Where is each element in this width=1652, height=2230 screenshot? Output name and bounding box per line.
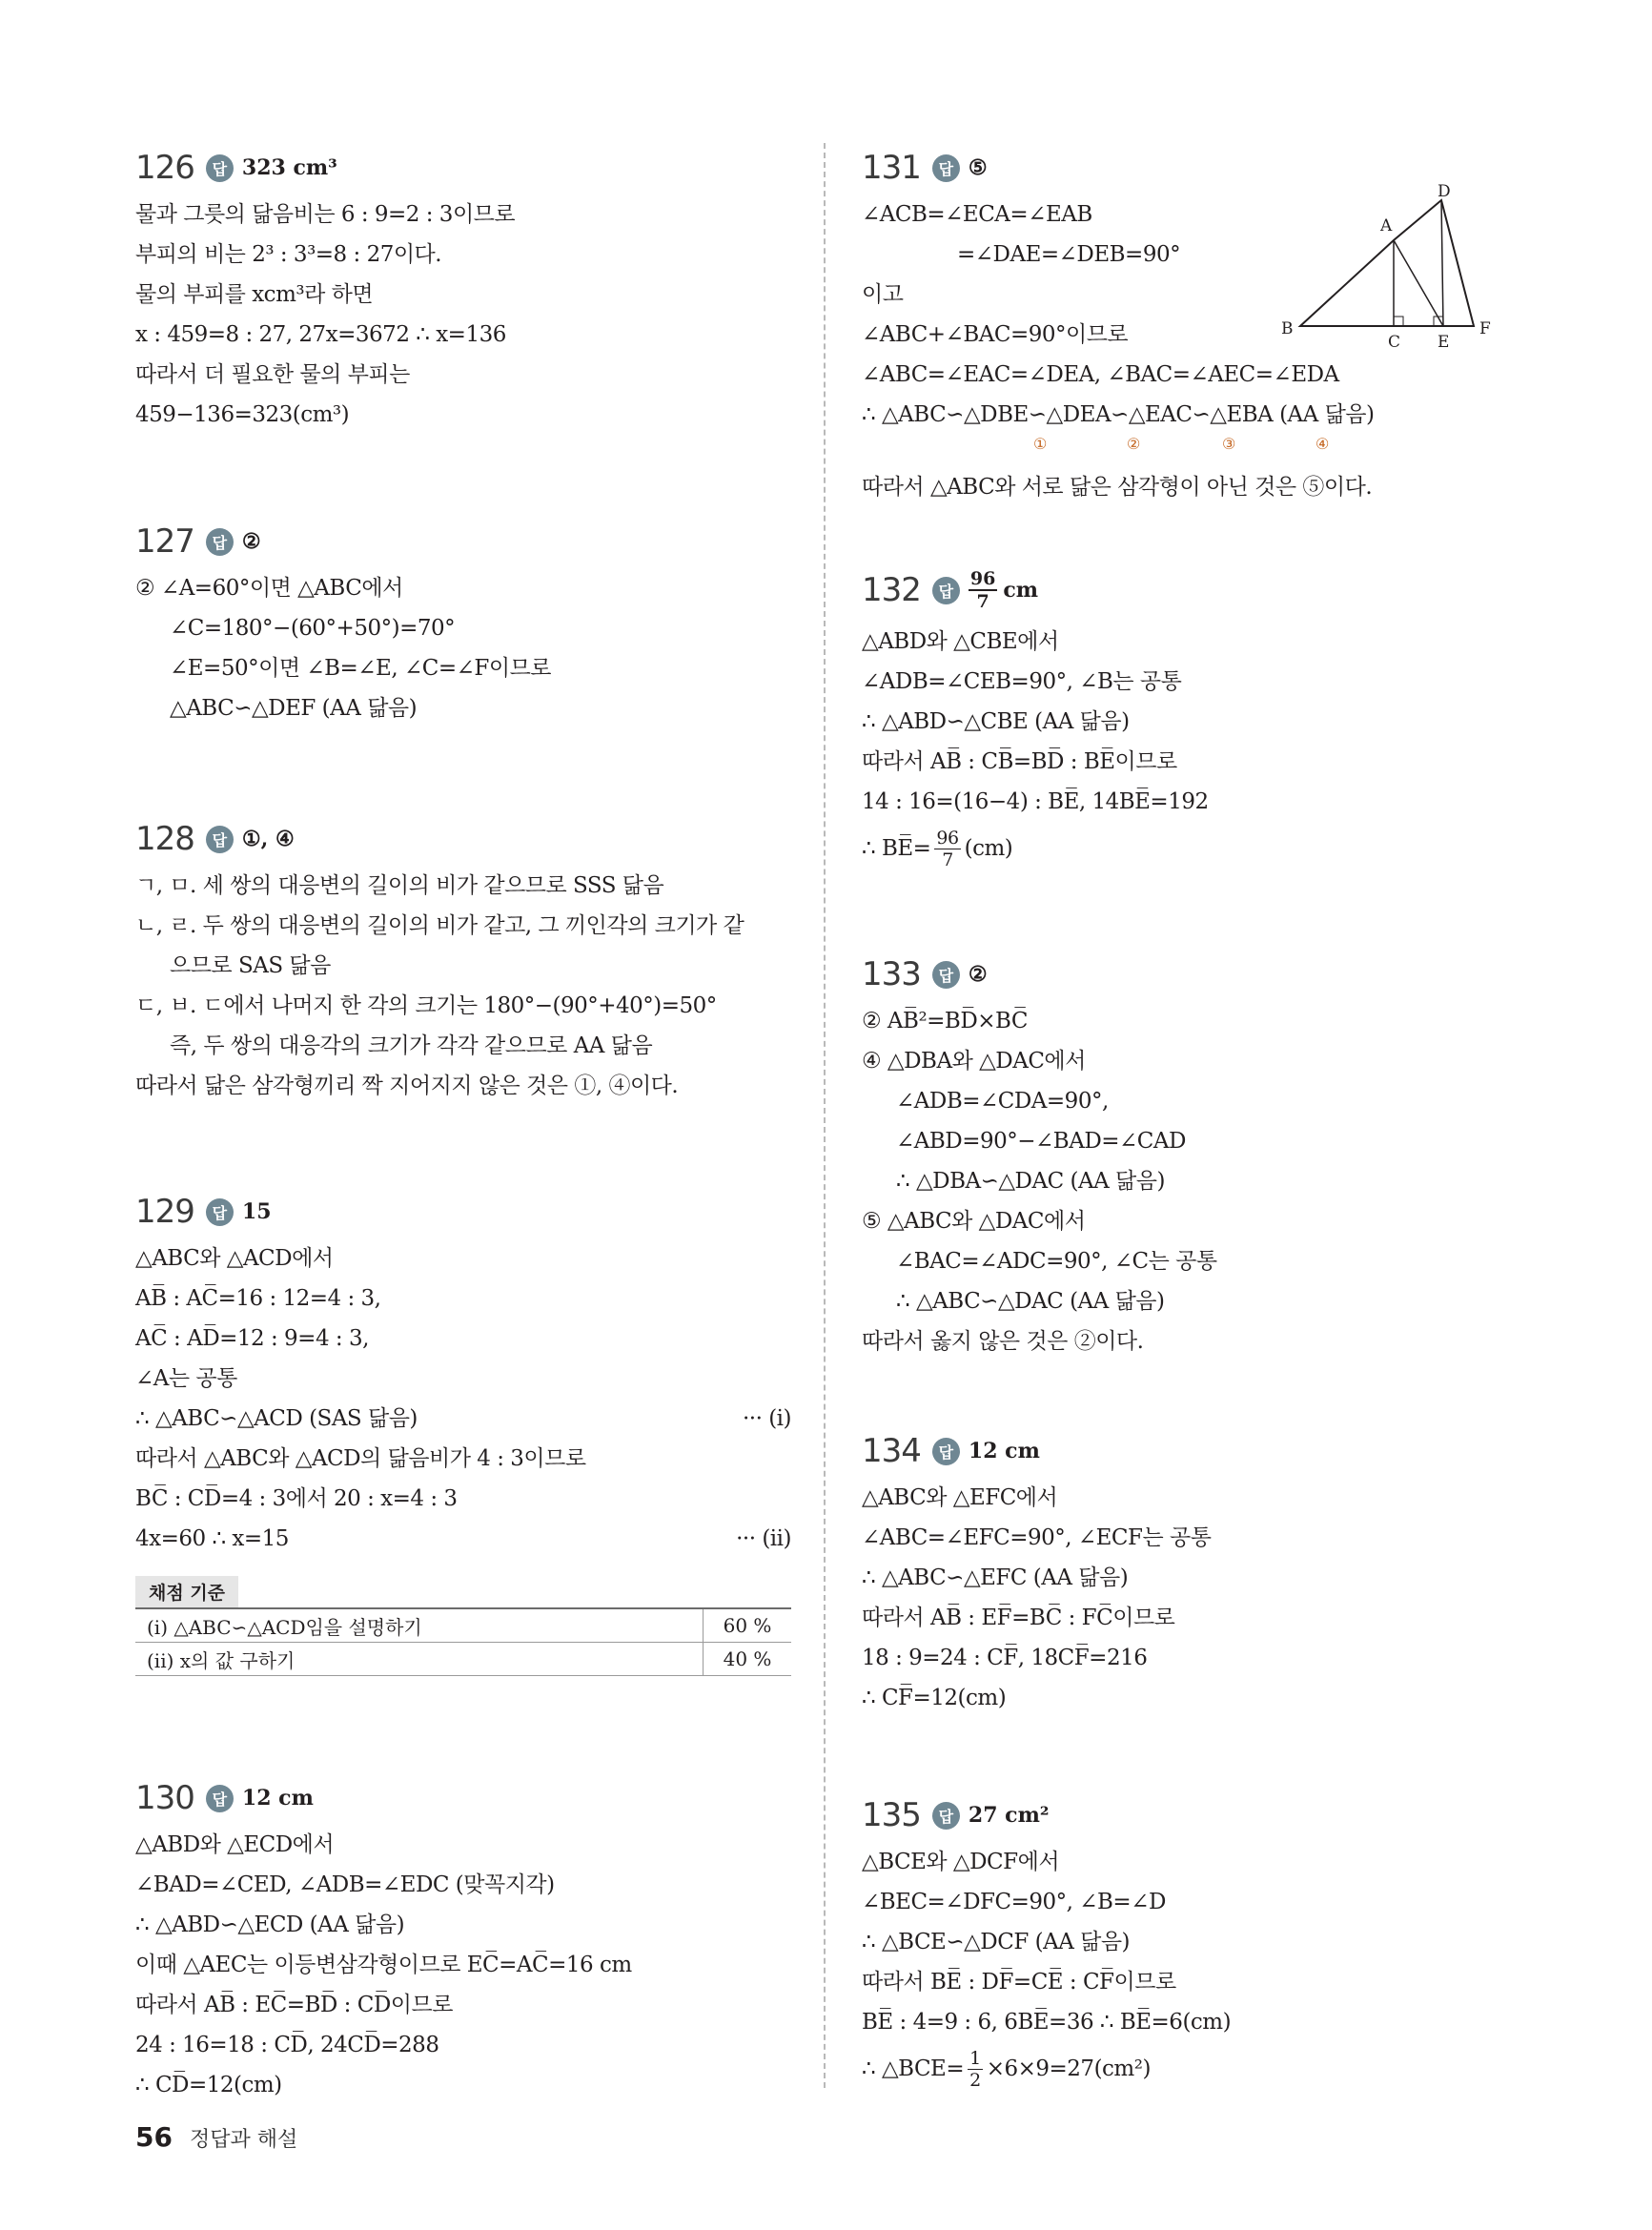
fraction-numerator: 1 [969, 2047, 981, 2069]
solution-line: ∴ △ABC∽△EFC (AA 닮음) [862, 1565, 1129, 1590]
solution-line: AB̅ : AC̅=16 : 12=4 : 3, [135, 1286, 381, 1311]
problem-132 [862, 561, 1519, 875]
label-d: D [1438, 182, 1451, 201]
problem-126 [135, 143, 791, 435]
solution-line: ∠BAD=∠CED, ∠ADB=∠EDC (맞꼭지각) [135, 1872, 555, 1897]
answer-value: 12 cm [241, 1786, 314, 1811]
fraction-denominator: 7 [942, 849, 953, 870]
problem-131 [862, 143, 1519, 507]
problem-128 [135, 814, 791, 1106]
footer-title: 정답과 해설 [189, 2128, 298, 2152]
solution-line: 으므로 SAS 닮음 [170, 953, 331, 978]
solution-line: 14 : 16=(16−4) : BE̅, 14BE̅=192 [862, 789, 1209, 814]
criteria-text: (i) △ABC∽△ACD임을 설명하기 [135, 1608, 704, 1643]
solution-line: △BCE와 △DCF에서 [862, 1850, 1060, 1874]
solution-line: ∴ △BCE∽△DCF (AA 닮음) [862, 1930, 1131, 1954]
solution-line: ② AB̅²=BD̅×BC̅ [862, 1009, 1028, 1033]
answer-value: 12 cm [968, 1439, 1040, 1463]
criteria-table [135, 1607, 791, 1676]
answer-value: ② [968, 962, 988, 987]
problem-number: 131 [862, 149, 921, 187]
problem-number: 130 [135, 1779, 194, 1817]
fraction-denominator: 7 [976, 591, 989, 612]
answer-value: ①, ④ [241, 827, 295, 851]
solution-line: 이고 [862, 282, 904, 307]
solution-line: ④ △DBA와 △DAC에서 [862, 1049, 1086, 1074]
problem-header [135, 1187, 791, 1237]
problem-header [862, 561, 1519, 620]
solution-line: ∠ACB=∠ECA=∠EAB [862, 202, 1092, 227]
solution-line: 따라서 △ABC와 서로 닮은 삼각형이 아닌 것은 ⑤이다. [862, 475, 1373, 500]
criteria-text: (ii) x의 값 구하기 [135, 1643, 704, 1676]
answer-badge: 답 [932, 961, 960, 989]
page-number: 56 [135, 2121, 173, 2153]
solution-line: ∠ABD=90°−∠BAD=∠CAD [896, 1129, 1186, 1154]
label-a: A [1380, 216, 1393, 235]
solution-line: 따라서 닮은 삼각형끼리 짝 지어지지 않은 것은 ①, ④이다. [135, 1074, 679, 1098]
solution-line: ㄷ, ㅂ. ㄷ에서 나머지 한 각의 크기는 180°−(90°+40°)=50° [135, 993, 717, 1018]
step-tag: ··· (ii) [736, 1526, 791, 1551]
answer-unit: cm [1003, 578, 1039, 603]
solution-line [135, 1519, 791, 1559]
answer-badge: 답 [932, 1438, 960, 1465]
marker: ② [1127, 435, 1140, 453]
problem-127 [135, 517, 791, 728]
solution-line: ∠BEC=∠DFC=90°, ∠B=∠D [862, 1890, 1166, 1914]
solution-line: =∠DAE=∠DEB=90° [957, 242, 1181, 267]
solution-line: ㄴ, ㄹ. 두 쌍의 대응변의 길이의 비가 같고, 그 끼인각의 크기가 같 [135, 913, 744, 938]
solution-line: ∠ABC+∠BAC=90°이므로 [862, 322, 1129, 347]
problem-number: 128 [135, 820, 194, 858]
solution-line: ∠E=50°이면 ∠B=∠E, ∠C=∠F이므로 [170, 656, 551, 681]
answer-value: 323 cm³ [241, 155, 337, 180]
answer-value: ② [241, 529, 261, 554]
label-c: C [1388, 333, 1401, 352]
problem-number: 129 [135, 1193, 194, 1231]
solution-line: AC̅ : AD̅=12 : 9=4 : 3, [135, 1326, 369, 1351]
fraction-denominator: 2 [969, 2069, 981, 2091]
problem-header [135, 517, 791, 566]
solution-line: △ABD와 △ECD에서 [135, 1832, 335, 1857]
criteria-title: 채점 기준 [135, 1576, 238, 1607]
step-tag: ··· (i) [742, 1406, 791, 1431]
answer-value: ⑤ [968, 155, 988, 180]
answer-badge: 답 [206, 1785, 234, 1812]
answer-badge: 답 [932, 577, 960, 604]
problem-number: 135 [862, 1796, 921, 1834]
solution-text: ∴ △ABC∽△ACD (SAS 닮음) [135, 1406, 418, 1431]
solution-line: ∠ADB=∠CEB=90°, ∠B는 공통 [862, 669, 1182, 694]
solution-line: 따라서 더 필요한 물의 부피는 [135, 362, 410, 387]
solution-line: ∴ △DBA∽△DAC (AA 닮음) [896, 1169, 1165, 1194]
solution-line: ⑤ △ABC와 △DAC에서 [862, 1209, 1086, 1234]
solution-line: x : 459=8 : 27, 27x=3672 ∴ x=136 [135, 322, 506, 347]
problem-header [135, 143, 791, 193]
segment-de [1441, 200, 1443, 326]
solution-line: ∴ CF̅=12(cm) [862, 1686, 1007, 1710]
problem-number: 127 [135, 522, 194, 561]
problem-number: 132 [862, 571, 921, 609]
solution-line: 이때 △AEC는 이등변삼각형이므로 EC̅=AC̅=16 cm [135, 1953, 632, 1977]
solution-line: 따라서 AB̅ : EF̅=BC̅ : FC̅이므로 [862, 1606, 1175, 1630]
solution-line: 24 : 16=18 : CD̅, 24CD̅=288 [135, 2033, 439, 2057]
solution-line: 물의 부피를 xcm³라 하면 [135, 282, 374, 307]
fraction [968, 2048, 983, 2091]
solution-line: 따라서 BE̅ : DF̅=CE̅ : CF̅이므로 [862, 1970, 1176, 1995]
solution-line: △ABC와 △EFC에서 [862, 1485, 1058, 1510]
label-b: B [1281, 319, 1294, 338]
marker-row [862, 435, 1519, 467]
solution-line: 따라서 AB̅ : CB̅=BD̅ : BE̅이므로 [862, 749, 1177, 774]
solution-line [135, 1399, 791, 1439]
problem-header [135, 814, 791, 864]
solution-line: ∠ABC=∠EAC=∠DEA, ∠BAC=∠AEC=∠EDA [862, 362, 1339, 387]
solution-text: ∴ BE̅= [862, 836, 931, 861]
problem-number: 134 [862, 1432, 921, 1470]
column-divider [824, 143, 826, 2088]
solution-line: ∴ △ABC∽△DBE∽△DEA∽△EAC∽△EBA (AA 닮음) [862, 402, 1375, 427]
answer-fraction [969, 568, 997, 612]
solution-line: ∴ △ABC∽△DAC (AA 닮음) [896, 1289, 1165, 1314]
answer-badge: 답 [206, 154, 234, 182]
criteria-row [135, 1608, 791, 1643]
solution-line: 부피의 비는 2³ : 3³=8 : 27이다. [135, 242, 442, 267]
solution-line: △ABD와 △CBE에서 [862, 629, 1059, 654]
answer-value: 27 cm² [968, 1803, 1050, 1828]
right-angle-mark [1394, 317, 1403, 326]
answer-badge: 답 [932, 1802, 960, 1830]
solution-line [862, 2042, 1519, 2096]
solution-line: △ABC∽△DEF (AA 닮음) [170, 696, 418, 721]
label-f: F [1479, 319, 1491, 338]
solution-line: ∠ABC=∠EFC=90°, ∠ECF는 공통 [862, 1525, 1212, 1550]
solution-line: ∠BAC=∠ADC=90°, ∠C는 공통 [896, 1249, 1217, 1274]
solution-line: ∴ △ABD∽△CBE (AA 닮음) [862, 709, 1130, 734]
fraction [934, 828, 960, 870]
segment-ae [1394, 240, 1443, 326]
problem-header [862, 950, 1519, 999]
solution-line: △ABC와 △ACD에서 [135, 1246, 334, 1271]
answer-badge: 답 [206, 1198, 234, 1226]
marker: ④ [1315, 435, 1329, 453]
solution-text: (cm) [964, 836, 1013, 861]
solution-text: ×6×9=27(cm²) [986, 2056, 1151, 2081]
solution-line: ㄱ, ㅁ. 세 쌍의 대응변의 길이의 비가 같으므로 SSS 닮음 [135, 873, 664, 898]
solution-text: ∴ △BCE= [862, 2056, 965, 2081]
solution-line: 즉, 두 쌍의 대응각의 크기가 각각 같으므로 AA 닮음 [170, 1033, 653, 1058]
solution-line: 물과 그릇의 닮음비는 6 : 9=2 : 3이므로 [135, 202, 516, 227]
solution-line: ② ∠A=60°이면 △ABC에서 [135, 576, 403, 601]
solution-line: BE̅ : 4=9 : 6, 6BE̅=36 ∴ BE̅=6(cm) [862, 2010, 1232, 2035]
solution-line: 따라서 옳지 않은 것은 ②이다. [862, 1329, 1144, 1354]
solution-text: 4x=60 ∴ x=15 [135, 1526, 289, 1551]
problem-header [862, 1426, 1519, 1476]
problem-129 [135, 1187, 791, 1676]
solution-line: ∴ CD̅=12(cm) [135, 2073, 282, 2097]
problem-number: 126 [135, 149, 194, 187]
problem-header [862, 1790, 1519, 1840]
solution-line: 459−136=323(cm³) [135, 402, 350, 427]
solution-line: ∠A는 공통 [135, 1366, 237, 1391]
problem-134 [862, 1426, 1519, 1718]
solution-line [862, 822, 1519, 875]
problem-number: 133 [862, 955, 921, 993]
problem-130 [135, 1773, 791, 2105]
criteria-row [135, 1643, 791, 1676]
answer-value: 15 [241, 1199, 272, 1224]
solution-line: 따라서 AB̅ : EC̅=BD̅ : CD̅이므로 [135, 1993, 453, 2017]
problem-header [862, 143, 1519, 193]
solution-line: 따라서 △ABC와 △ACD의 닮음비가 4 : 3이므로 [135, 1446, 586, 1471]
answer-badge: 답 [206, 528, 234, 556]
problem-135 [862, 1790, 1519, 2096]
solution-line: ∠ADB=∠CDA=90°, [896, 1089, 1109, 1114]
solution-line: ∠C=180°−(60°+50°)=70° [170, 616, 456, 641]
fraction-numerator: 96 [936, 827, 959, 849]
marker: ③ [1222, 435, 1235, 453]
criteria-percent: 40 % [704, 1643, 792, 1676]
solution-line: 18 : 9=24 : CF̅, 18CF̅=216 [862, 1646, 1148, 1670]
solution-line: ∴ △ABD∽△ECD (AA 닮음) [135, 1913, 405, 1937]
problem-133 [862, 950, 1519, 1361]
marker: ① [1033, 435, 1047, 453]
problem-header [135, 1773, 791, 1823]
answer-badge: 답 [206, 826, 234, 853]
fraction-numerator: 96 [969, 568, 996, 589]
criteria-percent: 60 % [704, 1608, 792, 1643]
label-e: E [1438, 333, 1450, 352]
solution-line: BC̅ : CD̅=4 : 3에서 20 : x=4 : 3 [135, 1486, 458, 1511]
answer-badge: 답 [932, 154, 960, 182]
page-footer [135, 2121, 297, 2153]
triangle-figure [1281, 182, 1510, 352]
